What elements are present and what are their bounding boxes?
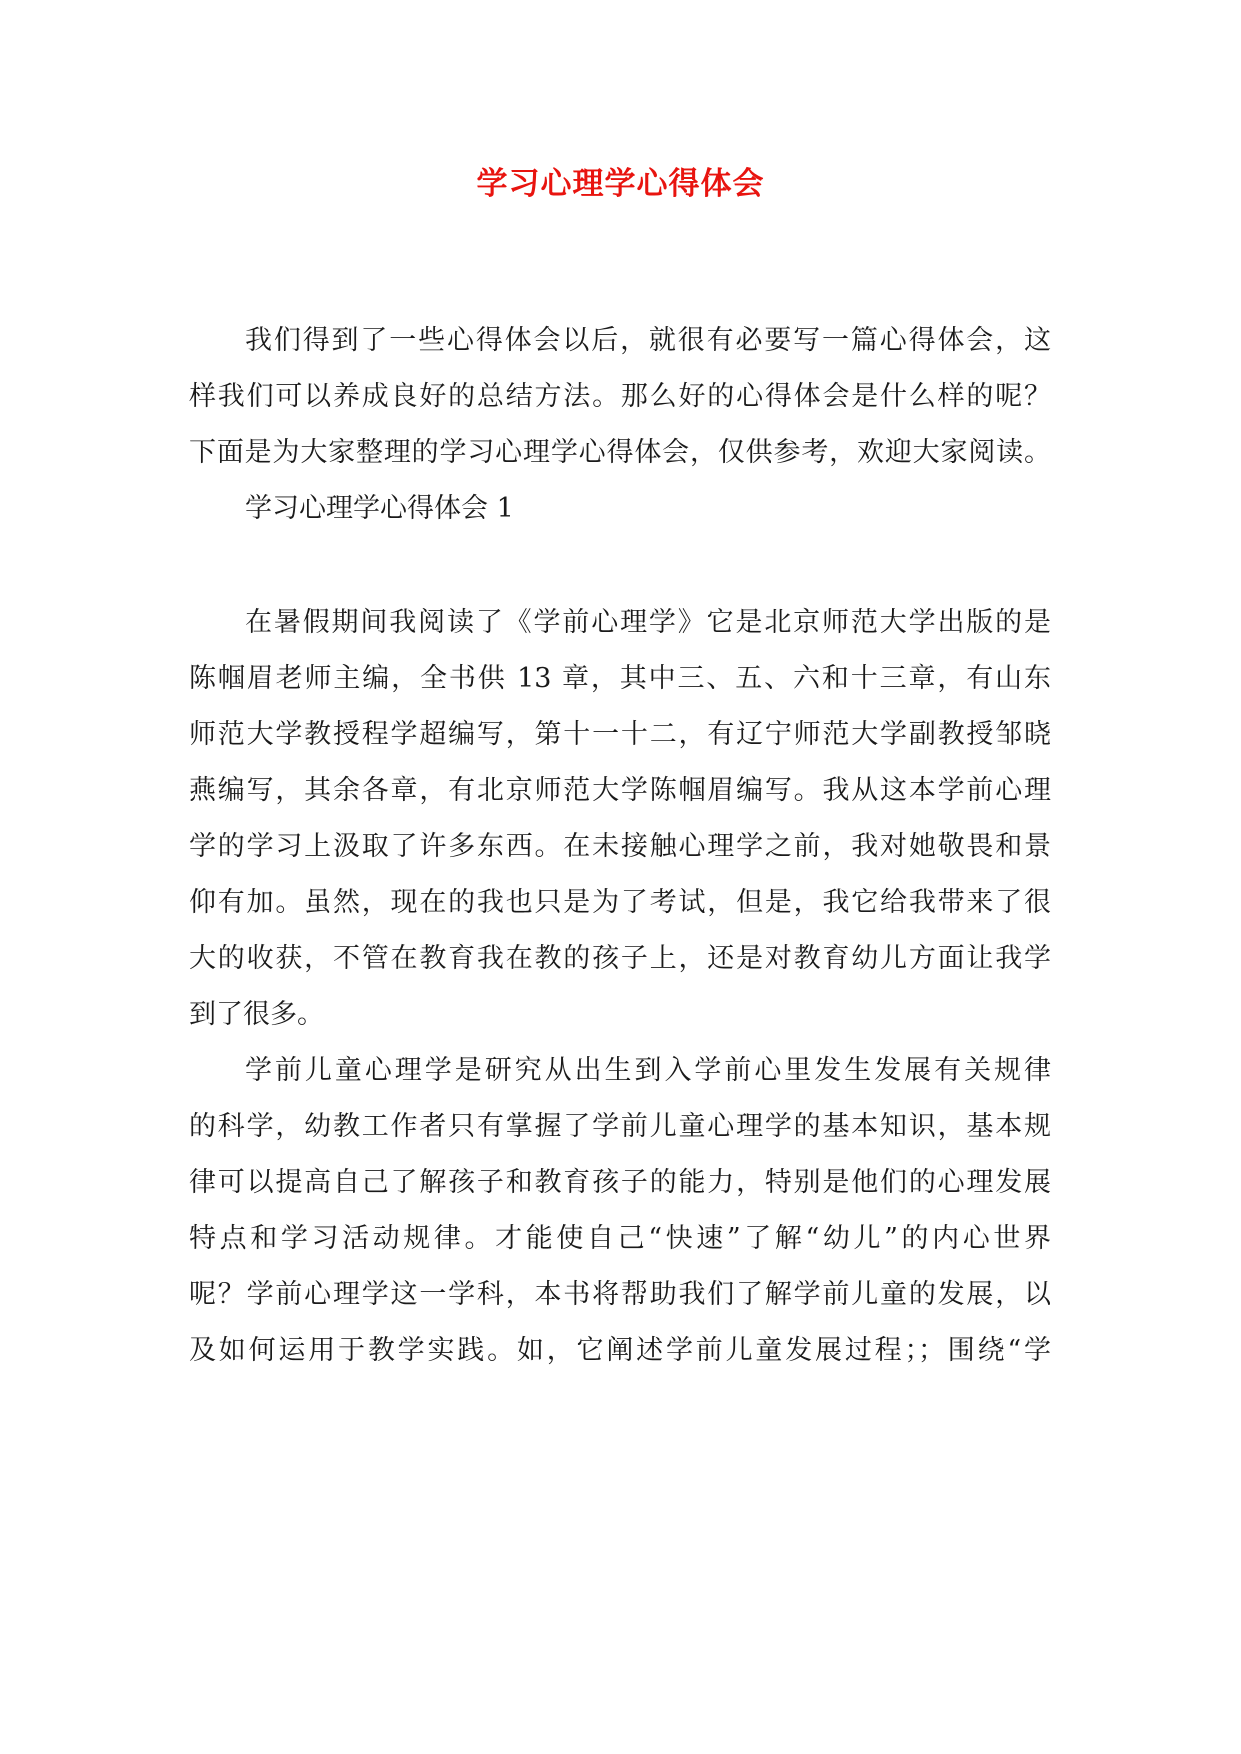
paragraph-line: 学的学习上汲取了许多东西。在未接触心理学之前，我对她敬畏和景: [189, 831, 1051, 862]
paragraph-line: 学前儿童心理学是研究从出生到入学前心里发生发展有关规律: [245, 1055, 1051, 1086]
paragraph-line: 在暑假期间我阅读了《学前心理学》它是北京师范大学出版的是: [245, 607, 1051, 638]
paragraph-line: 及如何运用于教学实践。如，它阐述学前儿童发展过程；；围绕“学: [189, 1335, 1051, 1366]
paragraph-line: 到了很多。: [189, 999, 324, 1030]
paragraph-line: 仰有加。虽然，现在的我也只是为了考试，但是，我它给我带来了很: [189, 887, 1051, 918]
paragraph-line: 陈帼眉老师主编，全书供 13 章，其中三、五、六和十三章，有山东: [189, 663, 1051, 694]
paragraph-line: 律可以提高自己了解孩子和教育孩子的能力，特别是他们的心理发展: [189, 1167, 1051, 1198]
document-title: 学习心理学心得体会: [476, 166, 765, 202]
intro-line: 样我们可以养成良好的总结方法。那么好的心得体会是什么样的呢？: [189, 381, 1051, 412]
intro-line: 我们得到了一些心得体会以后，就很有必要写一篇心得体会，这: [245, 325, 1051, 356]
paragraph-line: 的科学，幼教工作者只有掌握了学前儿童心理学的基本知识，基本规: [189, 1111, 1051, 1142]
paragraph-line: 大的收获，不管在教育我在教的孩子上，还是对教育幼儿方面让我学: [189, 943, 1051, 974]
paragraph-line: 燕编写，其余各章，有北京师范大学陈帼眉编写。我从这本学前心理: [189, 775, 1051, 806]
intro-line: 下面是为大家整理的学习心理学心得体会，仅供参考，欢迎大家阅读。: [189, 437, 1051, 468]
paragraph-line: 呢？学前心理学这一学科，本书将帮助我们了解学前儿童的发展，以: [189, 1279, 1051, 1310]
paragraph-line: 师范大学教授程学超编写，第十一十二，有辽宁师范大学副教授邹晓: [189, 719, 1051, 750]
section-heading: 学习心理学心得体会 1: [245, 493, 514, 524]
paragraph-line: 特点和学习活动规律。才能使自己“快速”了解“幼儿”的内心世界: [189, 1223, 1051, 1254]
